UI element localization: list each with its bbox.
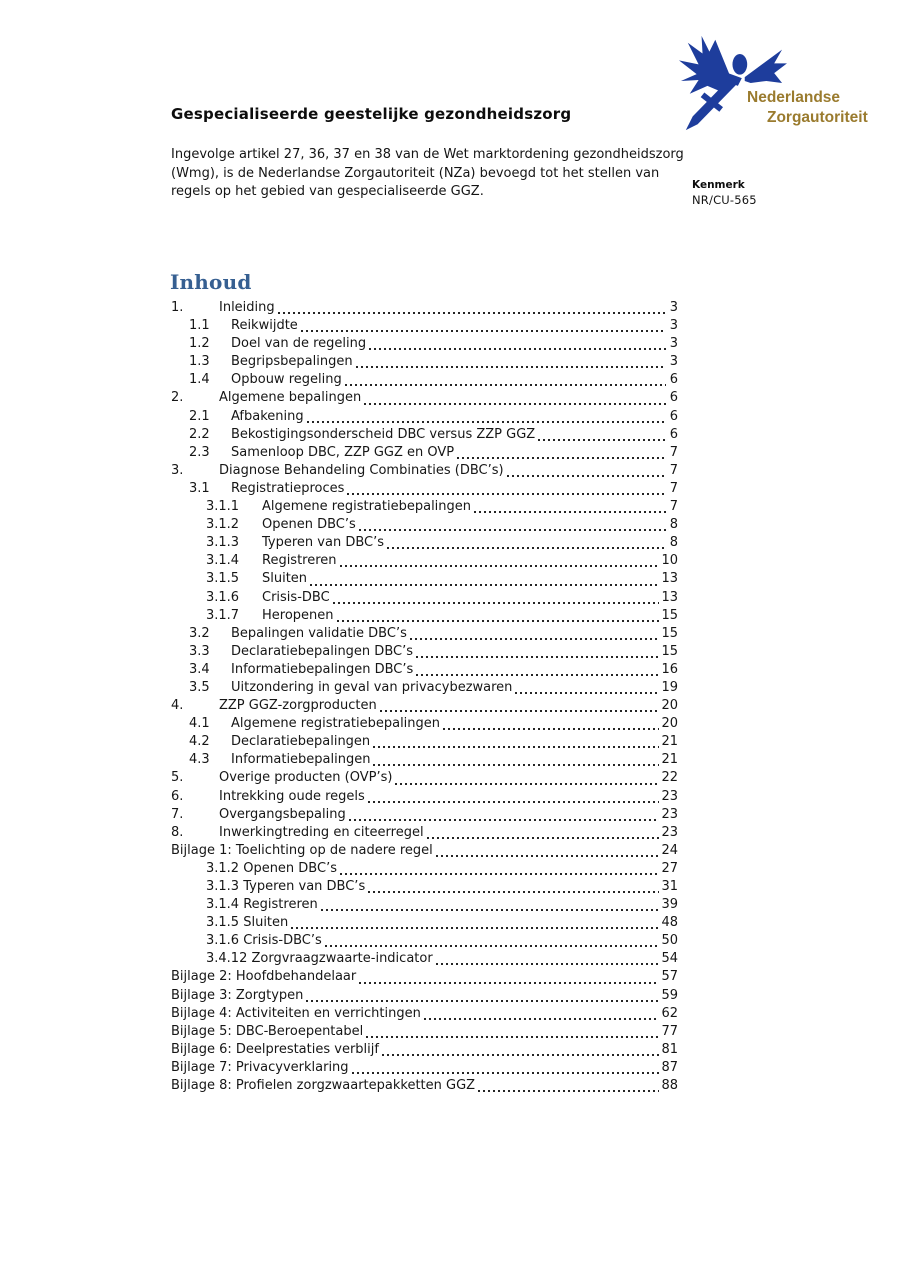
toc-entry [171, 516, 678, 534]
toc-entry-page: 87 [661, 1059, 678, 1075]
toc-entry [171, 769, 678, 787]
toc-entry-number: 3. [171, 462, 184, 478]
toc-dot-leader [369, 348, 666, 350]
toc-dot-leader [359, 529, 666, 531]
toc-entry-title: Overige producten (OVP’s) [219, 770, 393, 786]
toc-entry [171, 1077, 678, 1095]
toc-entry-page: 13 [661, 589, 678, 605]
toc-entry-number: 3.1 [189, 480, 210, 496]
toc-entry-title: 3.1.6 Crisis-DBC’s [206, 933, 322, 949]
toc-entry-number: 3.1.1 [206, 499, 240, 515]
toc-dot-leader [307, 421, 666, 423]
toc-dot-leader [356, 366, 666, 368]
toc-entry-page: 21 [661, 734, 678, 750]
toc-dot-leader [457, 457, 666, 459]
toc-dot-leader [333, 602, 660, 604]
toc-dot-leader [515, 692, 659, 694]
toc-dot-leader [424, 1018, 660, 1020]
toc-dot-leader [478, 1090, 659, 1092]
toc-entry-page: 59 [661, 987, 678, 1003]
toc-entry-number: 5. [171, 770, 184, 786]
toc-entry-title: Overgangsbepaling [219, 806, 346, 822]
toc-entry-page: 31 [661, 879, 678, 894]
toc-dot-leader [345, 384, 666, 386]
toc-entry-number: 6. [171, 788, 184, 804]
toc-entry-title: ZZP GGZ-zorgproducten [219, 698, 377, 714]
toc-entry [171, 932, 678, 950]
toc-entry [171, 697, 678, 715]
toc-entry [171, 661, 678, 679]
toc-dot-leader [278, 312, 666, 314]
toc-entry-page: 3 [669, 354, 678, 370]
toc-entry [171, 552, 678, 570]
toc-dot-leader [291, 927, 659, 929]
toc-entry [171, 498, 678, 516]
toc-entry [171, 317, 678, 335]
toc-entry-page: 3 [669, 300, 678, 315]
toc-entry [171, 480, 678, 498]
toc-heading: Inhoud [170, 270, 252, 294]
toc-dot-leader [321, 909, 660, 911]
toc-entry-page: 62 [661, 1005, 678, 1021]
toc-entry-number: 4.1 [189, 716, 210, 732]
toc-entry-page: 19 [661, 679, 678, 695]
toc-entry-page: 57 [661, 969, 678, 985]
toc-entry-page: 77 [661, 1023, 678, 1039]
toc-entry-number: 3.1.2 [206, 517, 240, 533]
toc-entry [171, 426, 678, 444]
toc-entry-page: 13 [661, 571, 678, 587]
toc-dot-leader [352, 1072, 660, 1074]
toc-entry-title: Algemene registratiebepalingen [262, 499, 472, 515]
toc-dot-leader [436, 963, 660, 965]
toc-entry-number: 1.4 [189, 372, 210, 388]
toc-entry-number: 1. [171, 300, 184, 315]
toc-dot-leader [538, 439, 666, 441]
toc-entry-title: Registreren [262, 553, 337, 569]
toc-entry-page: 3 [669, 318, 678, 334]
toc-entry-number: 3.1.5 [206, 571, 240, 587]
toc-entry-title: Registratieproces [231, 480, 345, 496]
toc-entry-number: 3.3 [189, 643, 210, 659]
toc-entry-title: Bepalingen validatie DBC’s [231, 625, 407, 641]
toc-entry-page: 20 [661, 716, 678, 732]
toc-entry-title: Informatiebepalingen DBC’s [231, 661, 414, 677]
toc-list [171, 299, 678, 1095]
toc-dot-leader [347, 493, 666, 495]
toc-entry-page: 3 [669, 336, 678, 352]
toc-entry-page: 15 [661, 625, 678, 641]
toc-entry-number: 2. [171, 390, 184, 406]
toc-entry [171, 914, 678, 932]
toc-entry [171, 679, 678, 697]
toc-entry-page: 6 [669, 372, 678, 388]
toc-entry [171, 968, 678, 986]
toc-entry [171, 335, 678, 353]
toc-entry [171, 389, 678, 407]
toc-dot-leader [373, 764, 659, 766]
toc-entry-page: 6 [669, 408, 678, 424]
toc-entry-number: 2.2 [189, 426, 210, 442]
page-title: Gespecialiseerde geestelijke gezondheidszorg [171, 105, 572, 123]
toc-entry-page: 7 [669, 462, 678, 478]
toc-entry-number: 3.5 [189, 679, 210, 695]
toc-entry-number: 2.1 [189, 408, 210, 424]
toc-entry-page: 81 [661, 1041, 678, 1057]
toc-entry-page: 7 [669, 499, 678, 515]
toc-entry-number: 3.2 [189, 625, 210, 641]
logo-word-1: Nederlandse [747, 89, 841, 106]
toc-entry-number: 3.1.7 [206, 607, 240, 623]
toc-entry-page: 24 [661, 842, 678, 858]
toc-entry [171, 878, 678, 896]
toc-entry-title: Bijlage 2: Hoofdbehandelaar [171, 969, 357, 985]
toc-entry-number: 4. [171, 698, 184, 714]
toc-entry-title: Reikwijdte [231, 318, 298, 334]
toc-entry-title: Opbouw regeling [231, 372, 342, 388]
toc-entry-title: Bijlage 6: Deelprestaties verblijf [171, 1041, 379, 1057]
toc-entry [171, 607, 678, 625]
toc-dot-leader [416, 674, 659, 676]
toc-entry-title: Bekostigingsonderscheid DBC versus ZZP GGZ [231, 426, 536, 442]
toc-dot-leader [337, 620, 660, 622]
toc-dot-leader [325, 945, 660, 947]
toc-entry-number: 7. [171, 806, 184, 822]
toc-entry-page: 39 [661, 897, 678, 913]
toc-entry-page: 23 [661, 788, 678, 804]
kenmerk-label: Kenmerk [692, 179, 745, 191]
toc-entry-title: Bijlage 7: Privacyverklaring [171, 1059, 349, 1075]
logo-wordmark [747, 88, 868, 128]
toc-entry-title: Bijlage 5: DBC-Beroepentabel [171, 1023, 364, 1039]
toc-entry-number: 1.2 [189, 336, 210, 352]
toc-entry-title: Uitzondering in geval van privacybezwaren [231, 679, 513, 695]
toc-dot-leader [373, 746, 659, 748]
toc-dot-leader [416, 656, 659, 658]
toc-entry-number: 1.3 [189, 354, 210, 370]
toc-dot-leader [364, 403, 666, 405]
toc-entry [171, 1059, 678, 1077]
toc-dot-leader [301, 330, 666, 332]
toc-entry [171, 824, 678, 842]
toc-entry-page: 20 [661, 698, 678, 714]
toc-entry-page: 15 [661, 607, 678, 623]
toc-entry-page: 6 [669, 426, 678, 442]
toc-entry [171, 806, 678, 824]
toc-dot-leader [306, 1000, 659, 1002]
toc-entry-title: Intrekking oude regels [219, 788, 365, 804]
toc-entry-title: Informatiebepalingen [231, 752, 371, 768]
toc-entry-page: 6 [669, 390, 678, 406]
toc-entry [171, 987, 678, 1005]
toc-dot-leader [474, 511, 666, 513]
toc-dot-leader [349, 819, 660, 821]
toc-entry-page: 16 [661, 661, 678, 677]
toc-entry-page: 48 [661, 915, 678, 931]
toc-entry-title: Declaratiebepalingen [231, 734, 371, 750]
toc-entry-page: 23 [661, 824, 678, 840]
toc-entry-page: 88 [661, 1078, 678, 1094]
toc-entry-page: 15 [661, 643, 678, 659]
toc-entry-number: 3.1.6 [206, 589, 240, 605]
toc-entry-number: 3.1.4 [206, 553, 240, 569]
toc-entry [171, 788, 678, 806]
toc-entry-title: Typeren van DBC’s [262, 535, 385, 551]
toc-entry [171, 570, 678, 588]
toc-entry-title: Bijlage 1: Toelichting op de nadere regel [171, 842, 433, 858]
toc-entry-page: 27 [661, 860, 678, 876]
toc-entry-title: Bijlage 8: Profielen zorgzwaartepakketten GGZ [171, 1078, 476, 1094]
toc-entry [171, 408, 678, 426]
toc-entry-title: Samenloop DBC, ZZP GGZ en OVP [231, 444, 455, 460]
toc-entry-number: 2.3 [189, 444, 210, 460]
toc-entry-number: 8. [171, 824, 184, 840]
toc-dot-leader [340, 565, 660, 567]
toc-dot-leader [359, 982, 659, 984]
toc-entry-title: Heropenen [262, 607, 334, 623]
toc-entry-page: 54 [661, 951, 678, 967]
toc-entry [171, 842, 678, 860]
toc-entry-title: Crisis-DBC [262, 589, 330, 605]
toc-entry-page: 21 [661, 752, 678, 768]
toc-entry-title: Openen DBC’s [262, 517, 356, 533]
toc-entry-page: 23 [661, 806, 678, 822]
toc-dot-leader [382, 1054, 659, 1056]
toc-entry-number: 3.4 [189, 661, 210, 677]
toc-entry-page: 10 [661, 553, 678, 569]
toc-entry-title: Declaratiebepalingen DBC’s [231, 643, 413, 659]
toc-entry-page: 7 [669, 480, 678, 496]
toc-entry-title: Algemene bepalingen [219, 390, 362, 406]
toc-entry [171, 1041, 678, 1059]
toc-entry-title: Doel van de regeling [231, 336, 367, 352]
toc-entry-page: 50 [661, 933, 678, 949]
toc-dot-leader [387, 547, 666, 549]
toc-dot-leader [340, 873, 659, 875]
toc-dot-leader [410, 638, 660, 640]
toc-entry-title: Afbakening [231, 408, 304, 424]
toc-entry-title: 3.1.3 Typeren van DBC’s [206, 879, 366, 894]
toc-entry-title: Begripsbepalingen [231, 354, 353, 370]
toc-entry [171, 444, 678, 462]
kenmerk-block [692, 179, 757, 207]
toc-entry [171, 589, 678, 607]
toc-entry-title: Algemene registratiebepalingen [231, 716, 441, 732]
logo-word-2: Zorgautoriteit [767, 109, 868, 126]
toc-entry-title: 3.1.2 Openen DBC’s [206, 860, 337, 876]
toc-dot-leader [427, 837, 660, 839]
toc-dot-leader [310, 584, 659, 586]
toc-dot-leader [366, 1036, 659, 1038]
toc-entry [171, 371, 678, 389]
toc-dot-leader [507, 475, 666, 477]
toc-entry-title: 3.1.4 Registreren [206, 897, 318, 913]
toc-entry-title: 3.1.5 Sluiten [206, 915, 289, 931]
toc-dot-leader [368, 801, 660, 803]
toc-dot-leader [368, 891, 659, 893]
toc-entry-number: 4.2 [189, 734, 210, 750]
intro-paragraph: Ingevolge artikel 27, 36, 37 en 38 van de Wet marktordening gezondheidszorg (Wmg), is de Nederlandse Zorgautoriteit (NZa) bevoegd tot het stellen van regels op het gebied van gespecialiseerde GGZ. [171, 147, 684, 199]
toc-entry-page: 8 [669, 517, 678, 533]
toc-entry-title: Diagnose Behandeling Combinaties (DBC’s) [219, 462, 504, 478]
toc-dot-leader [443, 728, 659, 730]
toc-entry [171, 353, 678, 371]
toc-entry [171, 733, 678, 751]
toc-entry-title: Sluiten [262, 571, 308, 587]
toc-entry [171, 1023, 678, 1041]
toc-dot-leader [395, 783, 659, 785]
toc-dot-leader [436, 855, 660, 857]
kenmerk-value: NR/CU-565 [692, 193, 757, 207]
toc-entry [171, 643, 678, 661]
toc-entry-number: 3.1.3 [206, 535, 240, 551]
toc-entry-page: 8 [669, 535, 678, 551]
toc-entry-title: Inwerkingtreding en citeerregel [219, 824, 424, 840]
toc-entry [171, 534, 678, 552]
toc-entry [171, 1005, 678, 1023]
toc-entry-title: Inleiding [219, 300, 275, 315]
toc-entry [171, 462, 678, 480]
toc-entry-number: 1.1 [189, 318, 210, 334]
toc-entry [171, 299, 678, 317]
toc-entry-page: 22 [661, 770, 678, 786]
toc-entry-title: 3.4.12 Zorgvraagzwaarte-indicator [206, 951, 433, 967]
toc-entry-page: 7 [669, 444, 678, 460]
toc-entry-number: 4.3 [189, 752, 210, 768]
toc-entry-title: Bijlage 3: Zorgtypen [171, 987, 304, 1003]
toc-entry [171, 715, 678, 733]
toc-dot-leader [380, 710, 660, 712]
toc-entry [171, 625, 678, 643]
toc-entry [171, 896, 678, 914]
toc-entry [171, 860, 678, 878]
toc-entry [171, 950, 678, 968]
toc-entry [171, 751, 678, 769]
toc-entry-title: Bijlage 4: Activiteiten en verrichtingen [171, 1005, 421, 1021]
